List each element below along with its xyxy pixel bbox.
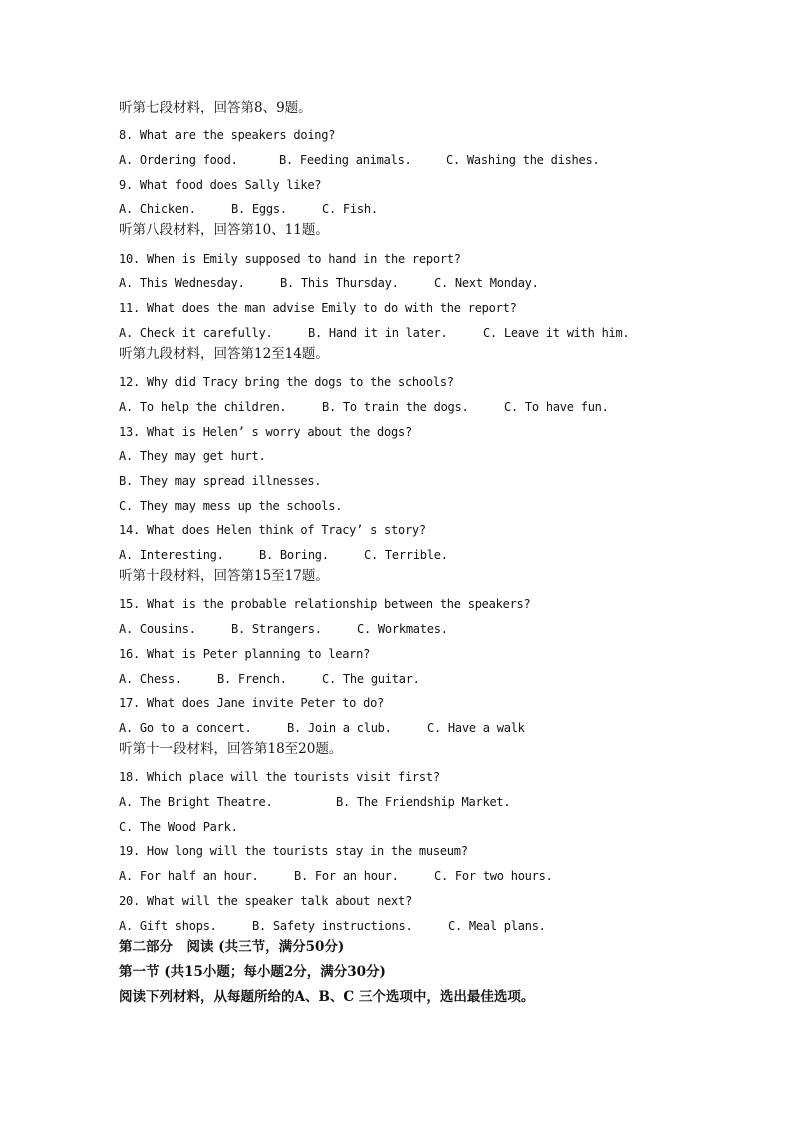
text-line	[119, 695, 384, 711]
section-heading	[119, 568, 329, 584]
text-line	[119, 646, 370, 662]
line-text: 听第九段材料，回答第12至14题。	[119, 346, 329, 362]
answer-option: B. Safety instructions.	[252, 919, 413, 933]
answer-option: B. French.	[217, 672, 287, 686]
answer-option: A. For half an hour.	[119, 869, 259, 883]
text-line	[119, 819, 238, 835]
answer-option: C. Terrible.	[364, 548, 448, 562]
answer-options-line	[119, 275, 539, 291]
line-text: 8. What are the speakers doing?	[119, 128, 336, 142]
line-text: 第一节 (共15小题；每小题2分，满分30分)	[119, 964, 386, 980]
section-heading	[119, 964, 386, 980]
line-text: 14. What does Helen think of Tracy’ s story?	[119, 523, 426, 537]
line-text: 10. When is Emily supposed to hand in the report?	[119, 252, 461, 266]
section-heading	[119, 741, 342, 757]
section-heading	[119, 346, 329, 362]
line-text: 阅读下列材料，从每题所给的A、B、C 三个选项中，选出最佳选项。	[119, 989, 535, 1005]
answer-option: C. Workmates.	[357, 622, 448, 636]
answer-options-line	[119, 720, 525, 736]
answer-options-line	[119, 325, 630, 341]
answer-options-line	[119, 794, 511, 810]
answer-option: A. Gift shops.	[119, 919, 217, 933]
text-line	[119, 424, 412, 440]
answer-option: C. Meal plans.	[448, 919, 546, 933]
answer-options-line	[119, 152, 600, 168]
text-line	[119, 300, 517, 316]
section-heading	[119, 222, 329, 238]
answer-option: B. Join a club.	[287, 721, 392, 735]
answer-option: A. Chess.	[119, 672, 182, 686]
answer-option: B. Hand it in later.	[308, 326, 448, 340]
line-text: C. The Wood Park.	[119, 820, 238, 834]
answer-option: A. Chicken.	[119, 202, 196, 216]
line-text: 12. Why did Tracy bring the dogs to the schools?	[119, 375, 454, 389]
answer-option: A. To help the children.	[119, 400, 287, 414]
answer-option: B. For an hour.	[294, 869, 399, 883]
line-text: 听第十段材料，回答第15至17题。	[119, 568, 329, 584]
answer-option: A. The Bright Theatre.	[119, 795, 273, 809]
answer-options-line	[119, 201, 378, 217]
answer-option: C. To have fun.	[504, 400, 609, 414]
answer-option: C. Next Monday.	[434, 276, 539, 290]
line-text: A. They may get hurt.	[119, 449, 266, 463]
answer-option: B. To train the dogs.	[322, 400, 469, 414]
text-line	[119, 769, 440, 785]
line-text: 9. What food does Sally like?	[119, 178, 322, 192]
line-text: 18. Which place will the tourists visit first?	[119, 770, 440, 784]
text-line	[119, 448, 265, 464]
line-text: 听第八段材料，回答第10、11题。	[119, 222, 329, 238]
answer-options-line	[119, 547, 448, 563]
text-line	[119, 843, 468, 859]
line-text: 听第七段材料，回答第8、9题。	[119, 100, 312, 116]
answer-option: B. The Friendship Market.	[336, 795, 511, 809]
answer-options-line	[119, 868, 553, 884]
answer-option: A. Check it carefully.	[119, 326, 273, 340]
answer-option: B. Boring.	[259, 548, 329, 562]
answer-option: B. This Thursday.	[280, 276, 399, 290]
line-text: B. They may spread illnesses.	[119, 474, 322, 488]
answer-option: A. This Wednesday.	[119, 276, 245, 290]
section-heading	[119, 100, 312, 116]
text-line	[119, 522, 426, 538]
line-text: 15. What is the probable relationship between the speakers?	[119, 597, 531, 611]
answer-option: C. Leave it with him.	[483, 326, 630, 340]
line-text: 第二部分 阅读 (共三节，满分50分)	[119, 939, 345, 955]
section-heading	[119, 989, 534, 1005]
answer-option: C. Fish.	[322, 202, 378, 216]
answer-option: A. Ordering food.	[119, 153, 238, 167]
answer-options-line	[119, 918, 546, 934]
answer-option: A. Go to a concert.	[119, 721, 252, 735]
text-line	[119, 251, 461, 267]
text-line	[119, 177, 321, 193]
section-heading	[119, 939, 344, 955]
line-text: 11. What does the man advise Emily to do with the report?	[119, 301, 517, 315]
answer-option: C. The guitar.	[322, 672, 420, 686]
answer-option: A. Interesting.	[119, 548, 224, 562]
line-text: 20. What will the speaker talk about next?	[119, 894, 412, 908]
text-line	[119, 498, 342, 514]
line-text: C. They may mess up the schools.	[119, 499, 343, 513]
text-line	[119, 374, 454, 390]
answer-option: A. Cousins.	[119, 622, 196, 636]
line-text: 16. What is Peter planning to learn?	[119, 647, 371, 661]
line-text: 19. How long will the tourists stay in the museum?	[119, 844, 468, 858]
text-line	[119, 893, 412, 909]
text-line	[119, 473, 321, 489]
answer-options-line	[119, 621, 448, 637]
line-text: 13. What is Helen’ s worry about the dogs?	[119, 425, 412, 439]
text-line	[119, 596, 531, 612]
line-text: 17. What does Jane invite Peter to do?	[119, 696, 385, 710]
answer-option: B. Strangers.	[231, 622, 322, 636]
line-text: 听第十一段材料，回答第18至20题。	[119, 741, 343, 757]
answer-option: C. For two hours.	[434, 869, 553, 883]
answer-option: C. Have a walk	[427, 721, 525, 735]
answer-option: C. Washing the dishes.	[446, 153, 600, 167]
answer-option: B. Eggs.	[231, 202, 287, 216]
answer-option: B. Feeding animals.	[279, 153, 412, 167]
text-line	[119, 127, 335, 143]
answer-options-line	[119, 399, 609, 415]
answer-options-line	[119, 671, 420, 687]
